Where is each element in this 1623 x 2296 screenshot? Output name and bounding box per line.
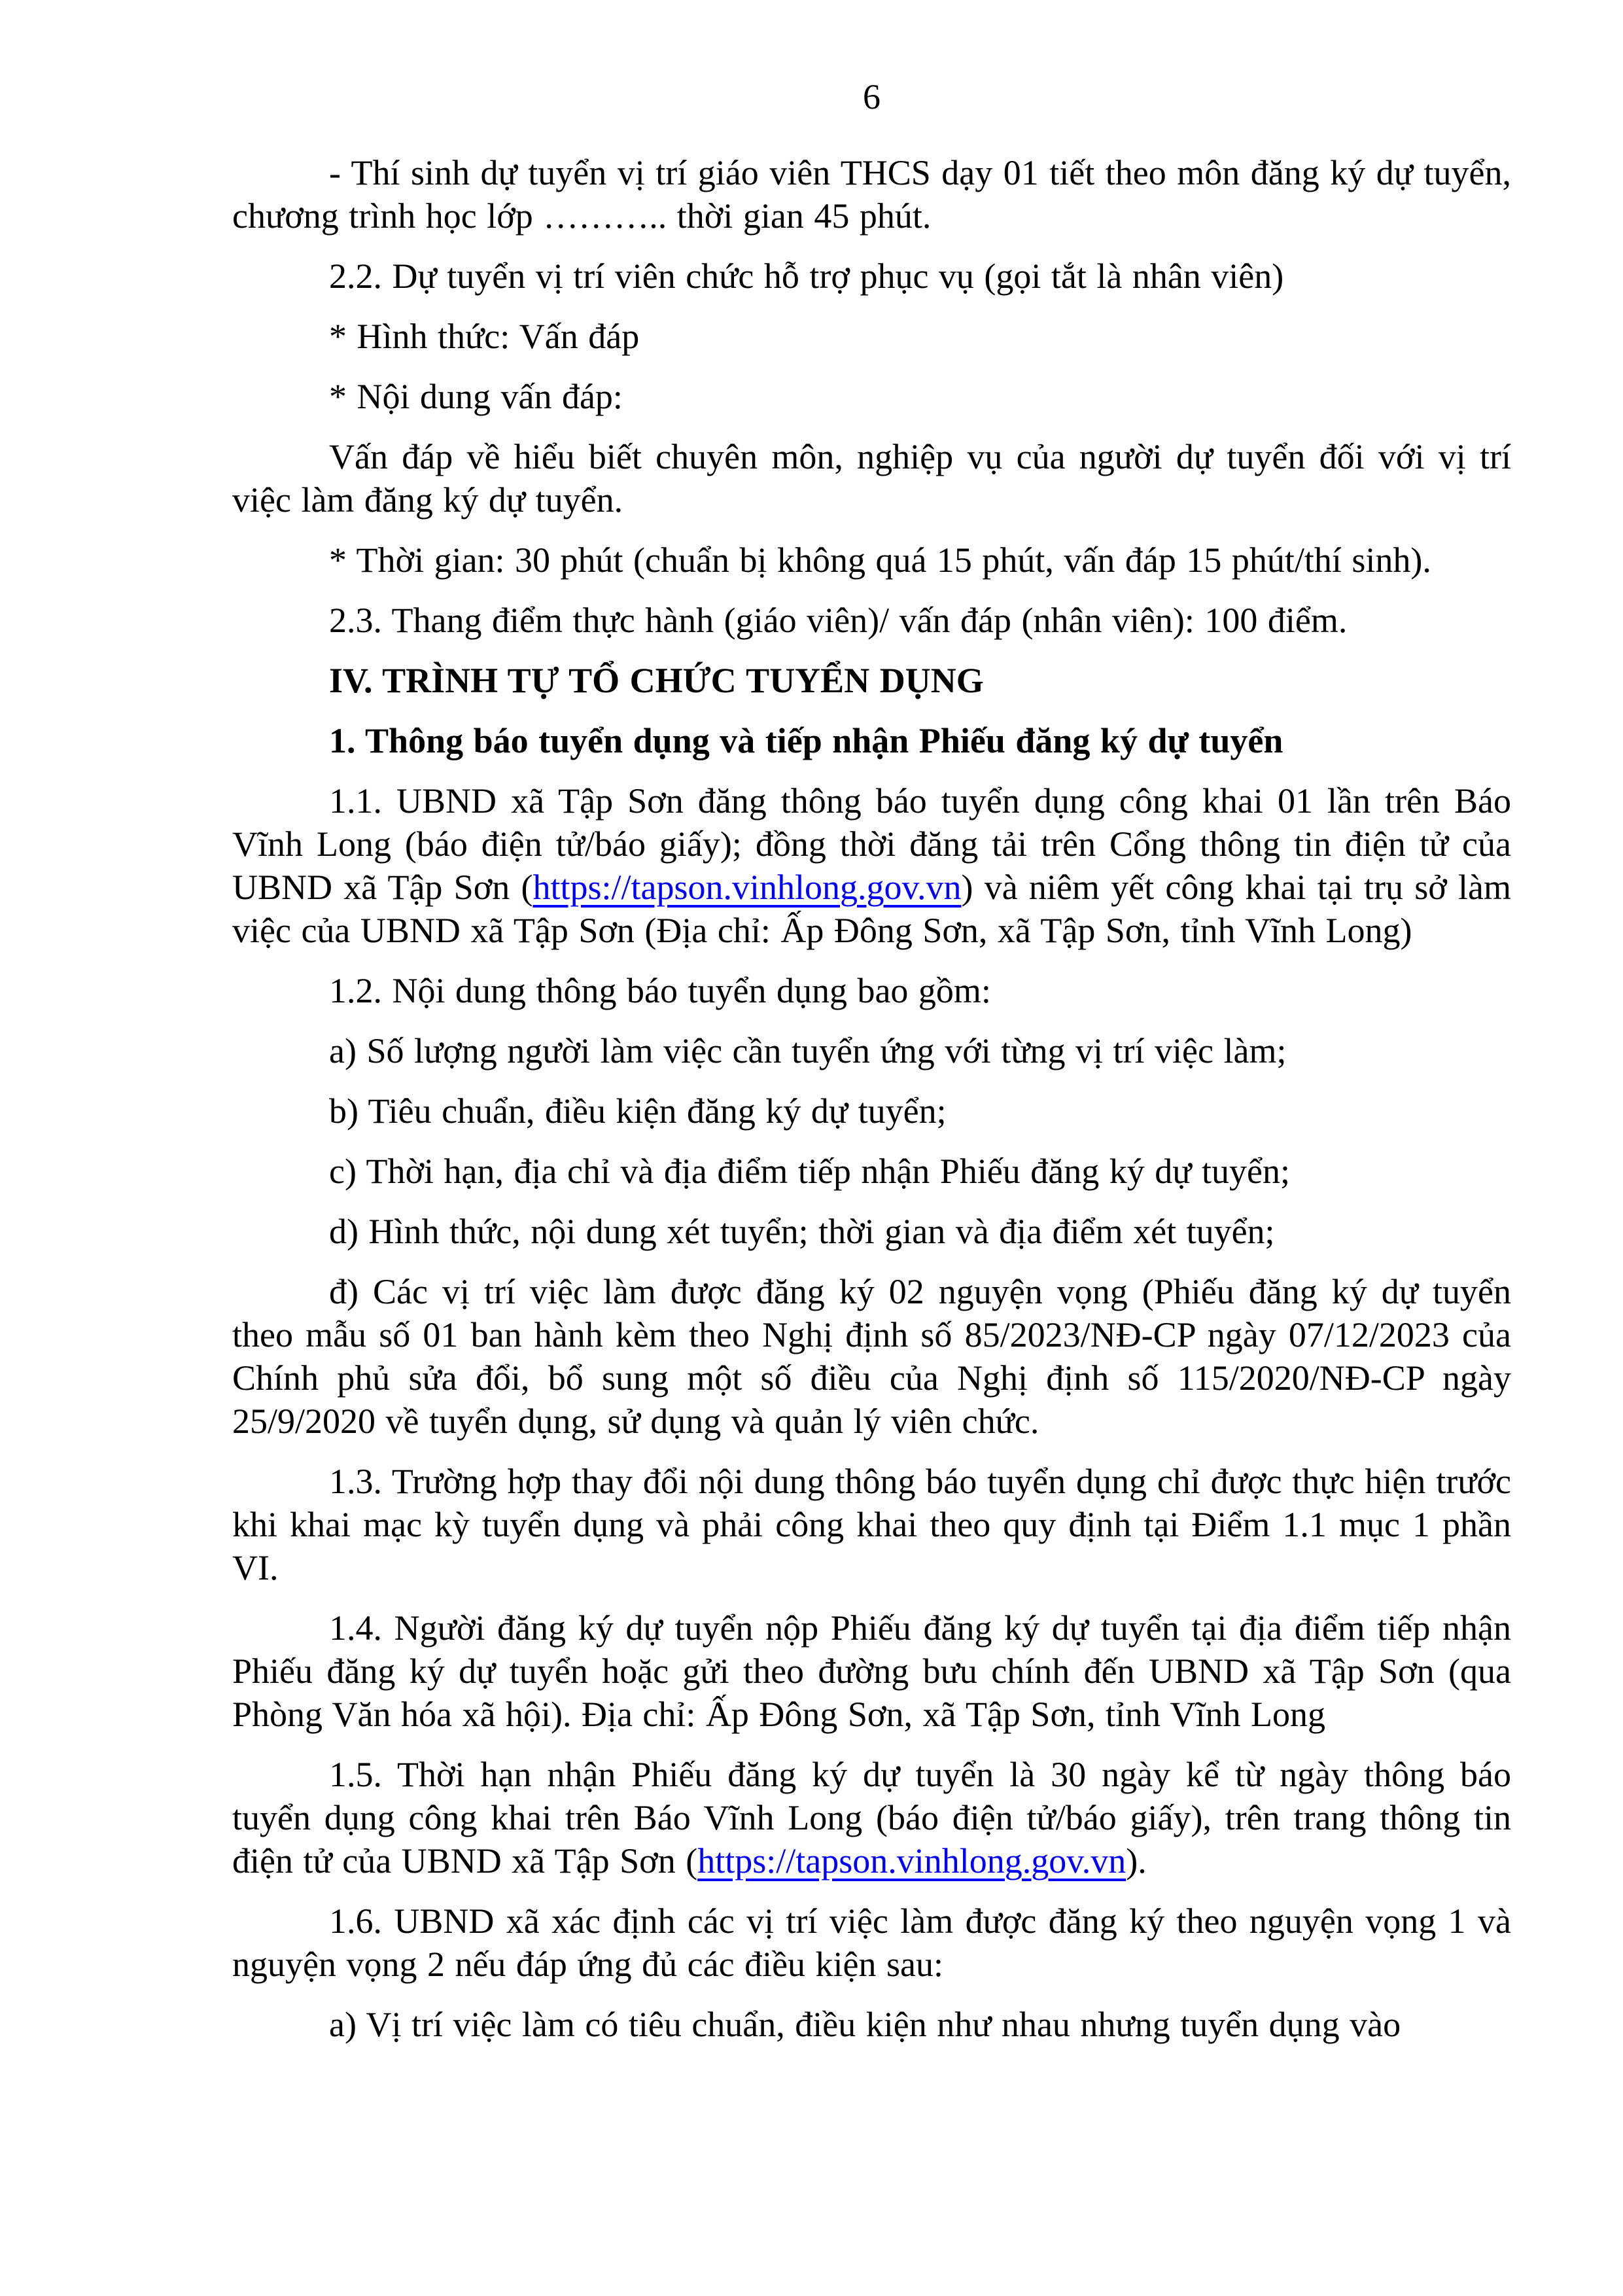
section-heading-1 (232, 719, 1511, 762)
paragraph-text: - Thí sinh dự tuyển vị trí giáo viên THCS dạy 01 tiết theo môn đăng ký dự tuyển, chương trình học lớp ……….. thời gian 45 phút. (232, 153, 1511, 236)
paragraph-text: * Hình thức: Vấn đáp (329, 317, 640, 356)
paragraph-van-dap-chuyen-mon (232, 435, 1511, 521)
paragraph-1-2-noi-dung (232, 969, 1511, 1012)
paragraph-thoi-gian (232, 539, 1511, 582)
heading-text: IV. TRÌNH TỰ TỔ CHỨC TUYỂN DỤNG (329, 661, 984, 700)
paragraph-text: 1.4. Người đăng ký dự tuyển nộp Phiếu đăng ký dự tuyển tại địa điểm tiếp nhận Phiếu đăng ký dự tuyển hoặc gửi theo đường bưu chính đến UBND xã Tập Sơn (qua Phòng Văn hóa xã hội). Địa chỉ: Ấp Đông Sơn, xã Tập Sơn, tỉnh Vĩnh Long (232, 1608, 1511, 1734)
paragraph-1-6-xac-dinh (232, 1899, 1511, 1986)
paragraph-noi-dung-van-dap (232, 375, 1511, 418)
paragraph-text: * Nội dung vấn đáp: (329, 377, 623, 416)
paragraph-text: 1.3. Trường hợp thay đổi nội dung thông báo tuyển dụng chỉ được thực hiện trước khi khai mạc kỳ tuyển dụng và phải công khai theo quy định tại Điểm 1.1 mục 1 phần VI. (232, 1462, 1511, 1587)
paragraph-text: ) và niêm yết công khai tại trụ sở làm việc của UBND xã Tập Sơn (Địa chỉ: Ấp Đông Sơn, xã Tập Sơn, tỉnh Vĩnh Long) (232, 868, 1511, 950)
paragraph-text: 1.1. UBND xã Tập Sơn đăng thông báo tuyển dụng công khai 01 lần trên Báo Vĩnh Long (báo điện tử/báo giấy); đồng thời đăng tải trên Cổng thông tin điện tử của UBND xã Tập Sơn ( (232, 781, 1511, 907)
section-heading-iv (232, 659, 1511, 702)
document-body (232, 151, 1511, 2046)
list-item-dd-nguyen-vong (232, 1270, 1511, 1443)
list-item-b-tieu-chuan (232, 1089, 1511, 1133)
paragraph-2-2-heading (232, 255, 1511, 298)
paragraph-text: * Thời gian: 30 phút (chuẩn bị không quá 15 phút, vấn đáp 15 phút/thí sinh). (329, 540, 1431, 580)
paragraph-text: d) Hình thức, nội dung xét tuyển; thời gian và địa điểm xét tuyển; (329, 1212, 1275, 1251)
list-item-c-thoi-han (232, 1150, 1511, 1193)
paragraph-1-5-thoi-han-nhan (232, 1753, 1511, 1882)
paragraph-thi-sinh-giao-vien (232, 151, 1511, 238)
paragraph-hinh-thuc (232, 315, 1511, 358)
paragraph-1-1-thong-bao (232, 779, 1511, 952)
paragraph-text: b) Tiêu chuẩn, điều kiện đăng ký dự tuyển; (329, 1091, 947, 1131)
list-item-a-vi-tri (232, 2003, 1511, 2046)
tapson-portal-link[interactable]: https://tapson.vinhlong.gov.vn (697, 1841, 1126, 1881)
paragraph-text: 1.2. Nội dung thông báo tuyển dụng bao gồm: (329, 971, 991, 1010)
paragraph-text: a) Số lượng người làm việc cần tuyển ứng với từng vị trí việc làm; (329, 1031, 1287, 1070)
tapson-portal-link[interactable]: https://tapson.vinhlong.gov.vn (532, 868, 962, 907)
paragraph-text: đ) Các vị trí việc làm được đăng ký 02 nguyện vọng (Phiếu đăng ký dự tuyển theo mẫu số 01 ban hành kèm theo Nghị định số 85/2023/NĐ-CP ngày 07/12/2023 của Chính phủ sửa đổi, bổ sung một số điều của Nghị định số 115/2020/NĐ-CP ngày 25/9/2020 về tuyển dụng, sử dụng và quản lý viên chức. (232, 1272, 1511, 1441)
paragraph-1-3-thay-doi (232, 1460, 1511, 1589)
heading-text: 1. Thông báo tuyển dụng và tiếp nhận Phiếu đăng ký dự tuyển (329, 721, 1283, 760)
paragraph-text: 1.6. UBND xã xác định các vị trí việc làm được đăng ký theo nguyện vọng 1 và nguyện vọng 2 nếu đáp ứng đủ các điều kiện sau: (232, 1901, 1511, 1984)
paragraph-text: c) Thời hạn, địa chỉ và địa điểm tiếp nhận Phiếu đăng ký dự tuyển; (329, 1152, 1290, 1191)
paragraph-text: 1.5. Thời hạn nhận Phiếu đăng ký dự tuyển là 30 ngày kể từ ngày thông báo tuyển dụng công khai trên Báo Vĩnh Long (báo điện tử/báo giấy), trên trang thông tin điện tử của UBND xã Tập Sơn ( (232, 1755, 1511, 1881)
paragraph-text: 2.3. Thang điểm thực hành (giáo viên)/ vấn đáp (nhân viên): 100 điểm. (329, 601, 1348, 640)
paragraph-1-4-nop-phieu (232, 1606, 1511, 1736)
paragraph-text: 2.2. Dự tuyển vị trí viên chức hỗ trợ phục vụ (gọi tắt là nhân viên) (329, 256, 1284, 296)
page-number: 6 (863, 77, 881, 116)
list-item-a-so-luong (232, 1029, 1511, 1072)
paragraph-2-3-thang-diem (232, 599, 1511, 642)
paragraph-text: ). (1126, 1841, 1147, 1881)
paragraph-text: Vấn đáp về hiểu biết chuyên môn, nghiệp vụ của người dự tuyển đối với vị trí việc làm đăng ký dự tuyển. (232, 437, 1511, 520)
list-item-d-hinh-thuc (232, 1210, 1511, 1253)
paragraph-text: a) Vị trí việc làm có tiêu chuẩn, điều kiện như nhau nhưng tuyển dụng vào (329, 2005, 1401, 2044)
